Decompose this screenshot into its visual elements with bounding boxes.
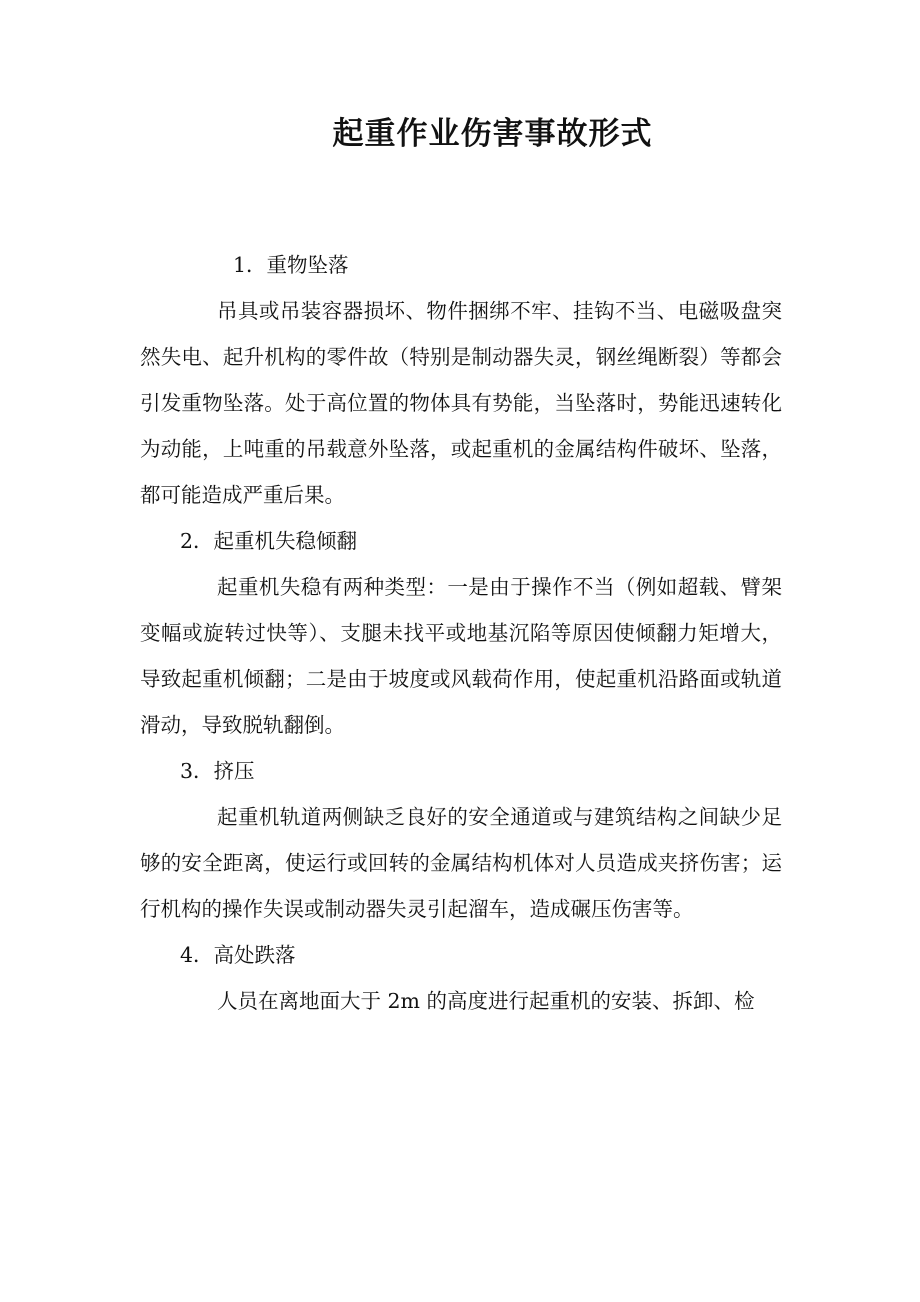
section-heading-3: 3．挤压: [180, 759, 255, 783]
section-paragraph-3: 起重机轨道两侧缺乏良好的安全通道或与建筑结构之间缺少足够的安全距离，使运行或回转的金属结构机体对人员造成夹挤伤害；运行机构的操作失误或制动器失灵引起溜车，造成碾压伤害等。: [140, 805, 782, 921]
section-paragraph-1: 吊具或吊装容器损坏、物件捆绑不牢、挂钩不当、电磁吸盘突然失电、起升机构的零件故（特别是制动器失灵，钢丝绳断裂）等都会引发重物坠落。处于高位置的物体具有势能，当坠落时，势能迅速转化为动能，上吨重的吊载意外坠落，或起重机的金属结构件破坏、坠落，都可能造成严重后果。: [140, 299, 782, 507]
section-heading-4: 4．高处跌落: [180, 943, 296, 967]
section-paragraph-4: 人员在离地面大于 2m 的高度进行起重机的安装、拆卸、检: [217, 989, 755, 1013]
document-body: [140, 242, 782, 1024]
page-title: 起重作业伤害事故形式: [332, 116, 653, 152]
section-heading-2: 2．起重机失稳倾翻: [180, 529, 358, 553]
section-paragraph-2: 起重机失稳有两种类型：一是由于操作不当（例如超载、臂架变幅或旋转过快等）、支腿未找平或地基沉陷等原因使倾翻力矩增大，导致起重机倾翻；二是由于坡度或风载荷作用，使起重机沿路面或轨道滑动，导致脱轨翻倒。: [140, 575, 782, 737]
section-heading-1: 1．重物坠落: [233, 253, 349, 277]
